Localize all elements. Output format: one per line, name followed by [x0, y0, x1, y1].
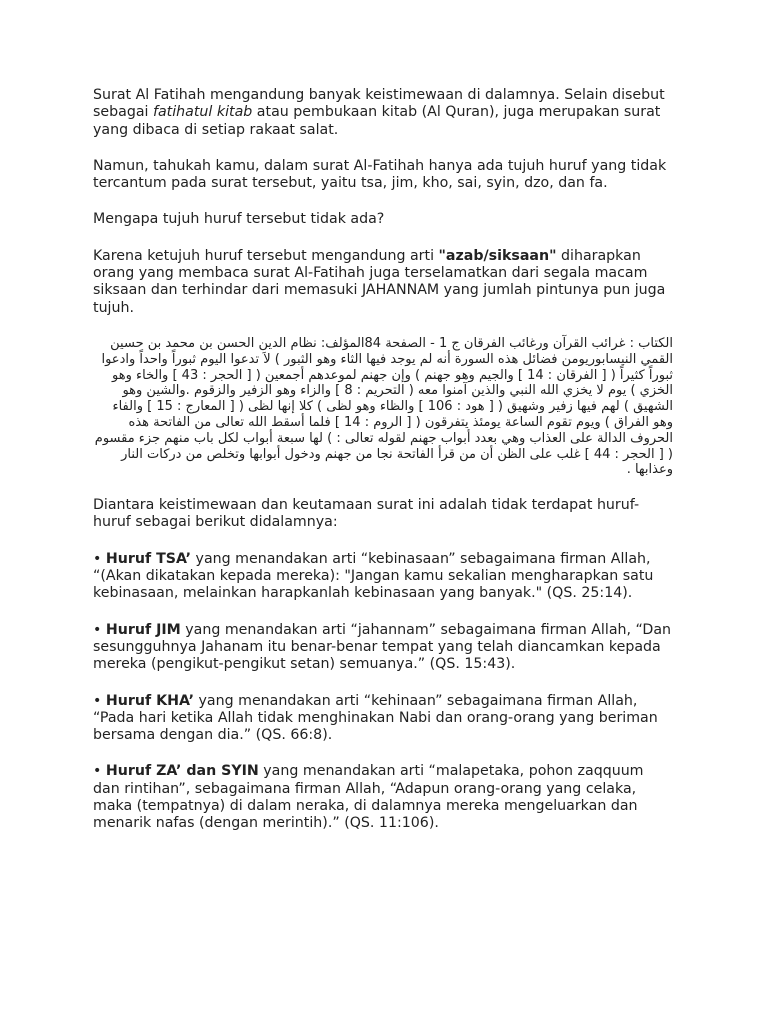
missing-letters-paragraph: Namun, tahukah kamu, dalam surat Al-Fatihah hanya ada tujuh huruf yang tidak tercantum pada surat tersebut, yaitu tsa, jim, kho, sai, syin, dzo, dan fa.	[93, 157, 667, 192]
bullet: •	[93, 550, 106, 567]
letter-description: yang menandakan arti “jahannam” sebagaimana firman Allah, “Dan sesungguhnya Jahanam itu benar-benar tempat yang telah diancamkan kepada mereka (pengikut-pengikut setan) semuanya.” (QS. 15:43).	[93, 621, 672, 673]
explanation-text: Karena ketujuh huruf tersebut mengandung arti	[93, 247, 439, 264]
letter-label: Huruf TSA’	[105, 550, 192, 567]
explanation-text-cont: diharapkan orang yang membaca surat Al-Fatihah juga terselamatkan dari segala macam siksaan dan terhindar dari memasuki JAHANNAM yang jumlah pintunya pun juga tujuh.	[93, 247, 666, 316]
letter-description: yang menandakan arti “kehinaan” sebagaimana firman Allah, “Pada hari ketika Allah tidak menghinakan Nabi dan orang-orang yang beriman bersama dengan dia.” (QS. 66:8).	[93, 692, 658, 744]
question-paragraph: Mengapa tujuh huruf tersebut tidak ada?	[93, 211, 385, 228]
list-item	[93, 763, 673, 832]
letter-label: Huruf ZA’ dan SYIN	[105, 763, 259, 780]
bullet: •	[93, 763, 106, 780]
bullet: •	[93, 621, 106, 638]
letter-label: Huruf KHA’	[105, 692, 195, 709]
list-item	[93, 693, 673, 745]
intro-paragraph	[93, 87, 673, 139]
bullet: •	[93, 692, 106, 709]
list-item	[93, 622, 673, 674]
intro-emphasis: fatihatul kitab	[152, 104, 253, 121]
document-page	[93, 87, 673, 852]
letter-label: Huruf JIM	[105, 621, 181, 638]
list-item	[93, 551, 673, 603]
list-intro-paragraph: Diantara keistimewaan dan keutamaan surat ini adalah tidak terdapat huruf-huruf sebagai berikut didalamnya:	[93, 497, 640, 531]
intro-text-cont: atau pembukaan kitab (Al Quran), juga merupakan surat yang dibaca di setiap rakaat salat.	[93, 104, 661, 138]
arabic-quote: الكتاب : غرائب القرآن ورغائب الفرقان ج 1 - الصفحة 84المؤلف: نظام الدين الحسن بن محمد بن حسين القمي النيسابوريومن فضائل هذه السورة أنه لم يوجد فيها الثاء وهو الثبور ) لاَ تدعوا اليوم ثبوراً واحداً وادعوا ثبوراً كثيراً ( [ الفرقان : 14 ] والجيم وهو جهنم ) وإن جهنم لموعدهم أجمعين ( [ الحجر : 43 ] والخاء وهو الخزي ) يوم لا يخزي الله النبي والذين آمنوا معه ( التحريم : 8 ] والزاء وهو الزفير والزقوم .والشين وهو الشهيق ) لهم فيها زفير وشهيق ( [ هود : 106 ] والظاء وهو لظى ) كلا إنها لظى ( [ المعارج : 15 ] والفاء وهو الفراق ) ويوم تقوم الساعة يومئذ يتفرقون ( [ الروم : 14 ] فلما أسقط الله تعالى من الفاتحة هذه الحروف الدالة على العذاب وهي بعدد أبواب جهنم لقوله تعالى : ) لها سبعة أبواب لكل باب منهم جزء مقسوم ( [ الحجر : 44 ] غلب على الظن أن من قرأ الفاتحة نجا من جهنم ودخول أبوابها وتخلص من دركات النار وعذابها .	[94, 335, 673, 478]
letter-description: yang menandakan arti “kebinasaan” sebagaimana firman Allah, “(Akan dikatakan kepada mereka): "Jangan kamu sekalian mengharapkan satu kebinasaan, melainkan harapkanlah kebinasaan yang banyak." (QS. 25:14).	[93, 550, 654, 602]
intro-text: Surat Al Fatihah mengandung banyak keistimewaan di dalamnya. Selain disebut sebagai	[93, 87, 665, 121]
letter-description: yang menandakan arti “malapetaka, pohon zaqquum dan rintihan”, sebagaimana firman Allah, “Adapun orang-orang yang celaka, maka (tempatnya) di dalam neraka, di dalamnya mereka mengeluarkan dan menarik nafas (dengan merintih).” (QS. 11:106).	[93, 763, 644, 832]
explanation-paragraph	[93, 248, 673, 317]
azab-emphasis: "azab/siksaan"	[438, 247, 557, 264]
